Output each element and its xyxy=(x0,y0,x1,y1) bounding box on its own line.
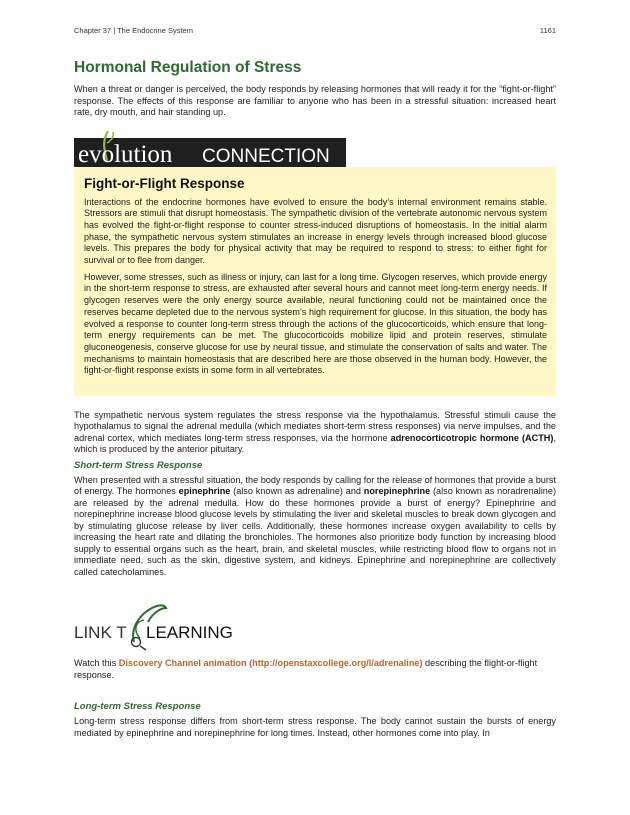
feature-paragraph-1: Interactions of the endocrine hormones have evolved to ensure the body’s internal environment remains stable. Stressors are stimuli that disrupt homeostasis. The sympathetic division of the vertebrate autonomic nervous system has evolved the fight-or-flight response to counter stress-induced disruptions of homeostasis. In the initial alarm phase, the sympathetic nervous system stimulates an increase in energy levels through increased blood glucose levels. This prepares the body for physical activity that may be required to respond to stress: to either fight for survival or to flee from danger. xyxy=(84,196,547,266)
sympathetic-paragraph xyxy=(74,410,556,456)
page-content xyxy=(74,58,556,739)
term-epinephrine: epinephrine xyxy=(178,486,231,496)
section-title: Hormonal Regulation of Stress xyxy=(74,59,302,76)
short-term-title: Short-term Stress Response xyxy=(74,459,203,471)
discovery-animation-link[interactable]: Discovery Channel animation (http://openstaxcollege.org/l/adrenaline) xyxy=(118,658,423,668)
term-acth: adrenocorticotropic hormone (ACTH) xyxy=(390,432,554,443)
feature-title: Fight-or-Flight Response xyxy=(84,175,245,191)
long-term-paragraph: Long-term stress response differs from short-term stress response. The body cannot sustain the bursts of energy mediated by epinephrine and norepinephrine for long times. Instead, other hormones come into play. In xyxy=(74,716,556,738)
chapter-label: Chapter 37 | The Endocrine System xyxy=(74,26,193,35)
link-to-learning-paragraph xyxy=(74,658,556,681)
banner-word-evolution: evolution xyxy=(78,140,173,167)
long-term-title: Long-term Stress Response xyxy=(74,701,201,712)
term-norepinephrine: norepinephrine xyxy=(363,486,431,496)
page-number: 1161 xyxy=(539,26,556,35)
ltl-post-text: describing the flight-or-flight response. xyxy=(74,658,538,680)
sympathetic-tail: , which is produced by the anterior pituitary. xyxy=(74,432,556,454)
feature-paragraph-2: However, some stresses, such as illness or injury, can last for a long time. Glycogen reserves, which provide energy in the short-term response to stress, are exhausted after several hours and cannot meet long-term energy needs. If glycogen reserves were the only energy source available, neural functioning could not be maintained once the reserves became depleted due to the nervous system’s high requirement for glucose. In this situation, the body has evolved a response to counter long-term stress through the actions of the glucocorticoids, which ensure that long-term energy requirements can be met. The glucocorticoids mobilize lipid and protein reserves, stimulate gluconeogenesis, conserve glucose for use by neural tissue, and stimulate the conservation of salts and water. The mechanisms to maintain homeostasis that are described here are those observed in the human body. However, the fight-or-flight response exists in some form in all vertebrates. xyxy=(84,271,547,376)
short-term-text-3: (also known as noradrenaline) are released by the adrenal medulla. How do these hormones provide a burst of energy? Epinephrine and norepinephrine increase blood glucose levels by stimulating the liver and skeletal muscles to break down glycogen and by stimulating glucose release by liver cells. Additionally, these hormones increase oxygen availability to cells by increasing the heart rate and dilating the bronchioles. The hormones also prioritize body function by increasing blood supply to essential organs such as the heart, brain, and skeletal muscles, while restricting blood flow to organs not in immediate need, such as the skin, digestive system, and kidneys. Epinephrine and norepinephrine are collectively called catecholamines. xyxy=(74,486,556,577)
short-term-text-1: When presented with a stressful situation, the body responds by calling for the release of hormones that provide a burst of energy. The hormones xyxy=(74,474,556,496)
banner-word-connection: CONNECTION xyxy=(202,145,330,167)
running-header xyxy=(74,26,556,35)
intro-paragraph: When a threat or danger is perceived, the body responds by releasing hormones that will ready it for the “fight-or-flight” response. The effects of this response are familiar to anyone who has been in a stressful situation: increased heart rate, dry mouth, and hair standing up. xyxy=(74,84,556,117)
evolution-feature-box xyxy=(74,167,556,396)
link-to-learning-logo xyxy=(74,598,239,652)
evolution-connection-banner xyxy=(74,129,346,167)
evolution-banner-graphic xyxy=(74,129,346,167)
ltl-pre-text: Watch this xyxy=(74,658,119,668)
short-term-paragraph xyxy=(74,475,556,579)
short-term-text-2: (also known as adrenaline) and xyxy=(230,486,364,496)
logo-word-link-to: LINK T xyxy=(74,623,127,642)
link-to-learning-graphic xyxy=(74,598,239,652)
logo-word-learning: LEARNING xyxy=(146,623,233,642)
sympathetic-text: The sympathetic nervous system regulates the stress response via the hypothalamus. Stressful stimuli cause the hypothalamus to signal the adrenal medulla (which mediates short-term stress responses) via nerve impulses, and the adrenal cortex, which mediates long-term stress responses, via the hormone xyxy=(74,409,556,443)
